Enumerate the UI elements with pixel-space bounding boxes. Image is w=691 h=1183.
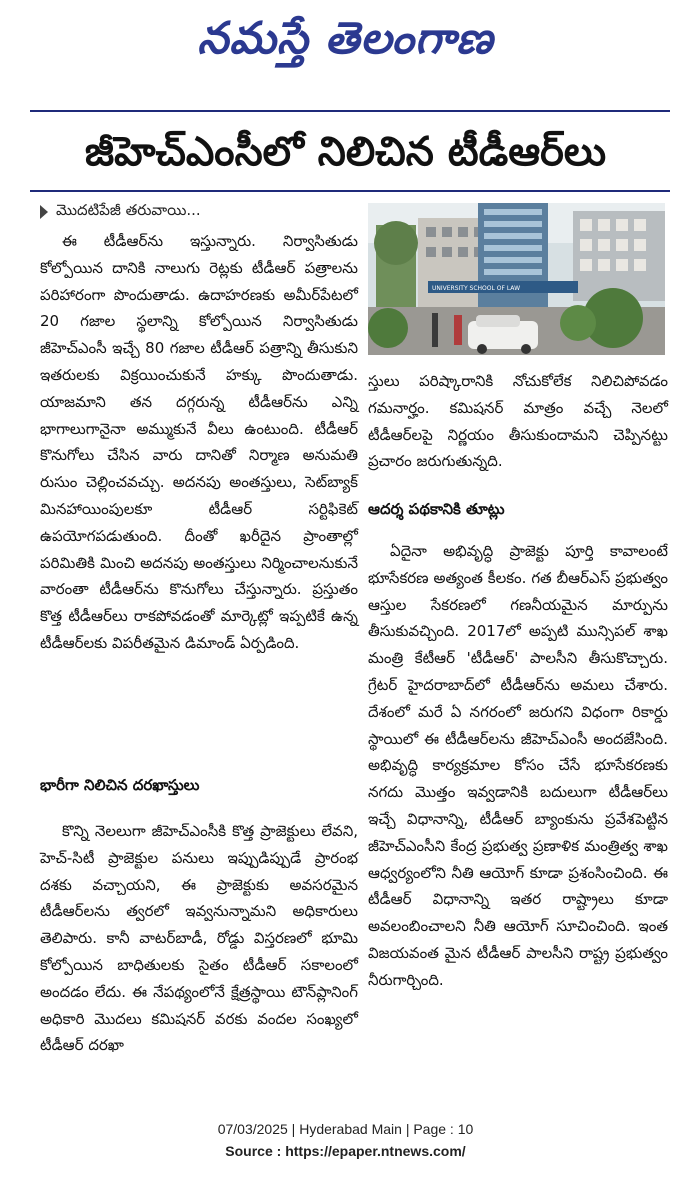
column-2-text-lower <box>368 538 668 994</box>
paragraph: ఏదైనా అభివృద్ధి ప్రాజెక్టు పూర్తి కావాలంటే భూసేకరణ అత్యంత కీలకం. గత బీఆర్ఎస్ ప్రభుత్వం ఆస్తుల సేకరణలో గణనీయమైన మార్పును తీసుకువచ్చింది. 2017లో అప్పటి మున్సిపల్ శాఖ మంత్రి కేటీఆర్ 'టీడీఆర్' పాలసీని తీసుకొచ్చారు. గ్రేటర్ హైదరాబాద్‌లో టీడీఆర్‌ను అమలు చేశారు. దేశంలో మరే ఏ నగరంలో జరుగని విధంగా రికార్డు స్థాయిలో ఈ టీడీఆర్‌లను జీహెచ్ఎంసీ అందజేసింది. అభివృద్ధి కార్యక్రమాల కోసం చేసే భూసేకరణకు నగదు మొత్తం ఇవ్వడానికి బదులుగా టీడీఆర్‌లు ఇచ్చే విధానాన్ని, టీడీఆర్ బ్యాంకును ప్రవేశపెట్టిన జీహెచ్ఎంసీని కేంద్ర ప్రభుత్వ ప్రణాళిక మంత్రిత్వ శాఖ ఆధ్వర్యంలోని నీతి ఆయోగ్ కూడా ప్రశంసించింది. ఈ టీడీఆర్ విధానాన్ని ఇతర రాష్ట్రాలు కూడా అవలంబించాలని నీతి ఆయోగ్ సూచించింది. ఇంత విజయవంత మైన టీడీఆర్ పాలసీని రాష్ట్ర ప్రభుత్వం నీరుగార్చింది. <box>368 542 668 989</box>
headline-bottom-rule <box>30 190 670 192</box>
article-headline: జీహెచ్ఎంసీలో నిలిచిన టీడీఆర్‌లు <box>84 129 607 175</box>
paragraph: కొన్ని నెలలుగా జీహెచ్ఎంసీకి కొత్త ప్రాజెక్టులు లేవని, హెచ్-సిటీ ప్రాజెక్టుల పనులు ఇప్పుడిప్పుడే ప్రారంభ దశకు వచ్చాయని, ఈ ప్రాజెక్టుకు అవసరమైన టీడీఆర్‌లను త్వరలో ఇవ్వనున్నామని అధికారులు తెలిపారు. కానీ వాటర్‌బాడీ, రోడ్డు విస్తరణలో భూమి కోల్పోయిన బాధితులకు సైతం టీడీఆర్ సకాలంలో అందడం లేదు. ఈ నేపథ్యంలోనే క్షేత్రస్థాయి టౌన్‌ప్లానింగ్ అధికారి మొదలు కమిషనర్ వరకు వందల సంఖ్యలో టీడీఆర్ దరఖా <box>40 822 358 1055</box>
play-arrow-icon <box>40 205 48 219</box>
column-1-text-lower <box>40 818 358 1059</box>
column-1-text <box>40 228 358 657</box>
article-photo <box>368 203 665 355</box>
paragraph: ఈ టీడీఆర్‌ను ఇస్తున్నారు. నిర్వాసితుడు కోల్పోయిన దానికి నాలుగు రెట్లకు టీడీఆర్ పత్రాలను పరిహారంగా పొందుతాడు. ఉదాహరణకు అమీర్‌పేటలో 20 గజాల స్థలాన్ని కోల్పోయిన నిర్వాసితుడు జీహెచ్ఎంసీ ఇచ్చే 80 గజాల టీడీఆర్ పత్రాన్ని తీసుకుని ఇతరులకు విక్రయించుకునే హక్కు పొందుతాడు. యాజమాని తన దగ్గరున్న టీడీఆర్‌ను ఎన్ని భాగాలుగానైనా అమ్ముకునే వీలు ఉంటుంది. టీడీఆర్ కొనుగోలు చేసిన వారు దానితో నిర్మాణ అనుమతి రుసుం చెల్లించవచ్చు. అదనపు అంతస్తులు, సెట్‌బ్యాక్ మినహాయింపులకూ టీడీఆర్ సర్టిఫికెట్ ఉపయోగపడుతుంది. దీంతో ఖరీదైన ప్రాంతాల్లో పరిమితికి మించి అదనపు అంతస్తులు నిర్మించాలనుకునే వారంతా టీడీఆర్‌ను కొనుగోలు చేస్తున్నారు. ప్రస్తుతం కొత్త టీడీఆర్‌లు రాకపోవడంతో మార్కెట్లో ఇప్పటికే ఉన్న టీడీఆర్‌లకు విపరీతమైన డిమాండ్ ఏర్పడింది. <box>40 232 358 652</box>
paragraph: స్తులు పరిష్కారానికి నోచుకోలేక నిలిచిపోవడం గమనార్హం. కమిషనర్ మాత్రం వచ్చే నెలలో టీడీఆర్‌లపై నిర్ణయం తీసుకుందామని చెప్పినట్టు ప్రచారం జరుగుతున్నది. <box>368 372 668 471</box>
headline-top-rule <box>30 110 670 112</box>
newspaper-logo: నమస్తే తెలంగాణ <box>197 13 494 64</box>
subheading-model-scheme: ఆదర్శ పథకానికి తూట్లు <box>368 500 505 518</box>
column-2-text <box>368 368 668 475</box>
footer-edition-info: 07/03/2025 | Hyderabad Main | Page : 10 <box>217 1121 474 1137</box>
photo-sign-text: UNIVERSITY SCHOOL OF LAW <box>432 285 521 292</box>
continued-kicker <box>40 199 201 225</box>
footer-source-link[interactable]: Source : https://epaper.ntnews.com/ <box>225 1143 466 1159</box>
building-photo <box>368 203 665 355</box>
masthead <box>0 8 691 70</box>
subheading-applications: భారీగా నిలిచిన దరఖాస్తులు <box>40 776 200 794</box>
kicker-text: మొదటిపేజీ తరువాయి... <box>56 201 201 219</box>
